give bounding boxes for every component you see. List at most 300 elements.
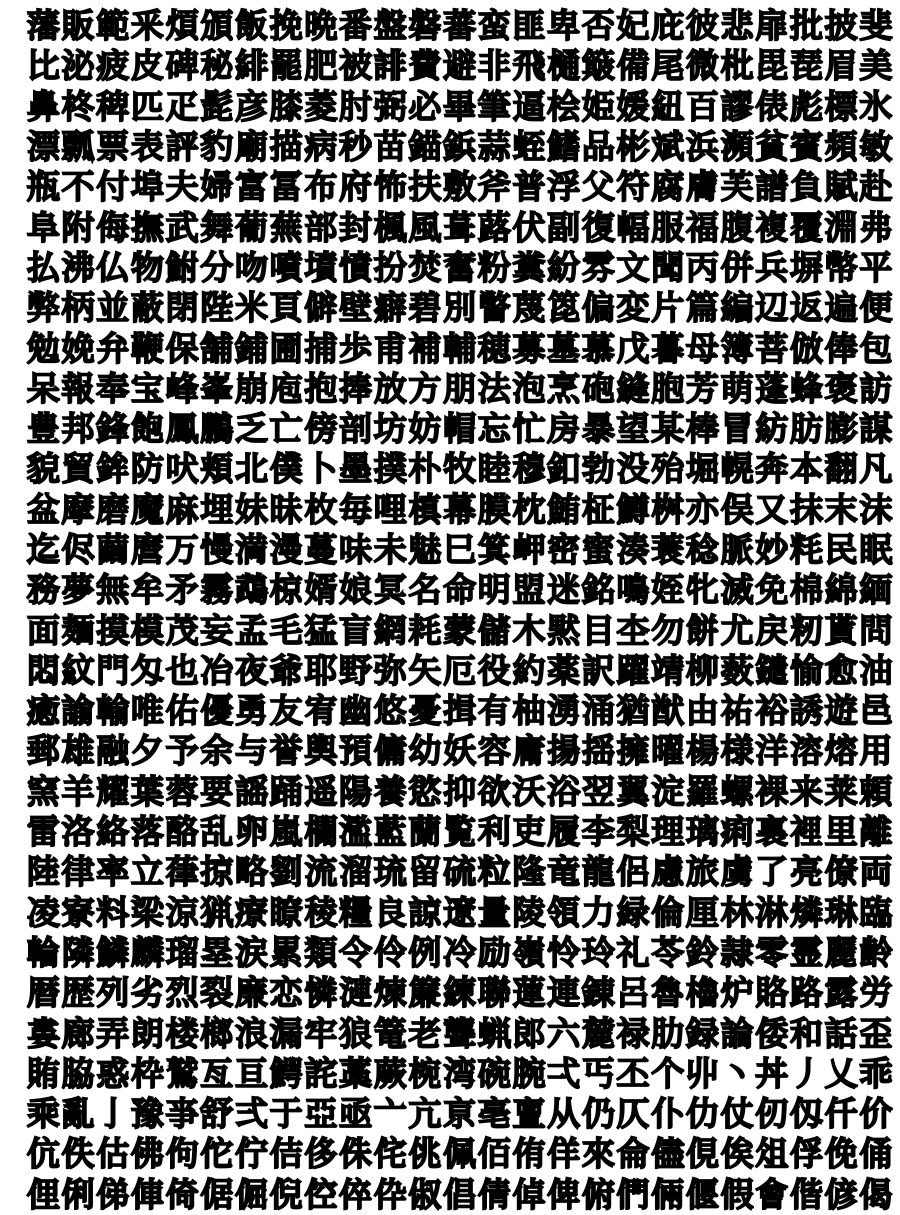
glyph: 豫 [130, 1094, 164, 1134]
glyph: 輔 [443, 328, 477, 368]
glyph: 膝 [269, 86, 303, 126]
glyph: 斌 [651, 127, 685, 167]
glyph: 理 [651, 812, 685, 852]
glyph: 鰭 [547, 127, 581, 167]
glyph: 藁 [339, 1053, 373, 1093]
glyph: 亦 [685, 489, 719, 529]
glyph: 預 [339, 731, 373, 771]
glyph: 猶 [616, 691, 650, 731]
glyph: 兵 [755, 247, 789, 287]
glyph: 無 [96, 570, 130, 610]
glyph: 量 [477, 892, 511, 932]
glyph: 雰 [581, 247, 615, 287]
glyph: 淵 [824, 207, 858, 247]
glyph: 氷 [859, 86, 893, 126]
glyph: 布 [304, 167, 338, 207]
glyph: 鰐 [269, 1053, 303, 1093]
glyph: 耗 [408, 610, 442, 650]
glyph: 和 [789, 1013, 823, 1053]
glyph: 諒 [408, 892, 442, 932]
glyph: 幼 [408, 731, 442, 771]
glyph: 毘 [755, 46, 789, 86]
glyph: 盤 [373, 6, 407, 46]
glyph: 亊 [165, 1094, 199, 1134]
glyph: 平 [859, 247, 893, 287]
glyph: 昧 [269, 489, 303, 529]
glyph: 礼 [616, 932, 650, 972]
glyph: 某 [651, 409, 685, 449]
glyph: 蔑 [512, 288, 546, 328]
glyph: 圃 [269, 328, 303, 368]
glyph: 勉 [26, 328, 60, 368]
glyph: 陽 [339, 771, 373, 811]
glyph: 妙 [755, 530, 789, 569]
glyph: 約 [512, 650, 546, 690]
glyph: 赴 [859, 167, 893, 207]
glyph: 菩 [755, 328, 789, 368]
glyph: 陸 [26, 852, 60, 892]
glyph: 頁 [269, 288, 303, 328]
glyph: 枕 [512, 489, 546, 529]
glyph: 眠 [859, 530, 893, 569]
glyph: 丶 [720, 1053, 754, 1093]
glyph: 呂 [616, 973, 650, 1013]
glyph: 椋 [269, 570, 303, 610]
glyph: 俛 [824, 1134, 858, 1174]
glyph: 鮪 [547, 489, 581, 529]
glyph: 俣 [720, 489, 754, 529]
glyph: 呆 [26, 368, 60, 408]
glyph: 坊 [373, 409, 407, 449]
glyph: 聞 [651, 247, 685, 287]
glyph: 浜 [685, 127, 719, 167]
glyph: 報 [61, 368, 95, 408]
glyph: 彦 [234, 86, 268, 126]
glyph: 涙 [234, 932, 268, 972]
glyph: 便 [859, 288, 893, 328]
glyph: 蕗 [477, 207, 511, 247]
glyph: 齢 [859, 932, 893, 972]
glyph: 鋒 [96, 409, 130, 449]
glyph: 焚 [408, 247, 442, 287]
glyph: 翌 [581, 771, 615, 811]
glyph: 福 [685, 207, 719, 247]
glyph: 玲 [581, 932, 615, 972]
glyph: 予 [165, 731, 199, 771]
glyph: 牧 [443, 449, 477, 489]
glyph: 芙 [720, 167, 754, 207]
glyph: 墨 [339, 449, 373, 489]
glyph: 胞 [651, 368, 685, 408]
glyph: 蜂 [789, 368, 823, 408]
glyph: 疲 [96, 46, 130, 86]
glyph: 謡 [234, 771, 268, 811]
glyph: 侈 [304, 1134, 338, 1174]
glyph: 六 [547, 1013, 581, 1053]
glyph: 冷 [443, 932, 477, 972]
glyph: 賂 [755, 973, 789, 1013]
glyph: 与 [234, 731, 268, 771]
glyph: 又 [755, 489, 789, 529]
glyph: 方 [408, 368, 442, 408]
glyph: 飽 [130, 409, 164, 449]
glyph: 僻 [304, 288, 338, 328]
glyph: 魔 [130, 489, 164, 529]
glyph: 埋 [200, 489, 234, 529]
glyph: 葉 [130, 771, 164, 811]
glyph: 湧 [547, 691, 581, 731]
glyph: 文 [616, 247, 650, 287]
glyph: 彼 [685, 6, 719, 46]
glyph: 眉 [824, 46, 858, 86]
glyph: 賦 [824, 167, 858, 207]
glyph: 壁 [339, 288, 373, 328]
glyph: 峰 [165, 368, 199, 408]
glyph: 皮 [130, 46, 164, 86]
glyph: 表 [130, 127, 164, 167]
glyph: 鱒 [616, 489, 650, 529]
glyph: 零 [755, 932, 789, 972]
glyph: 陵 [512, 892, 546, 932]
glyph-row [26, 288, 900, 328]
glyph: 釆 [130, 6, 164, 46]
glyph: 脇 [61, 1053, 95, 1093]
glyph: 耀 [96, 771, 130, 811]
glyph: 貰 [824, 610, 858, 650]
glyph: 裸 [755, 771, 789, 811]
glyph: 莱 [824, 771, 858, 811]
glyph: 俯 [581, 1174, 615, 1214]
glyph: 紐 [651, 86, 685, 126]
glyph: 容 [477, 731, 511, 771]
glyph: 憂 [408, 691, 442, 731]
glyph: 硫 [443, 852, 477, 892]
glyph: 舒 [200, 1094, 234, 1134]
glyph: 輸 [96, 691, 130, 731]
glyph: 僕 [269, 449, 303, 489]
glyph: 廊 [61, 1013, 95, 1053]
glyph: 釦 [547, 449, 581, 489]
glyph: 必 [408, 86, 442, 126]
glyph: 仍 [581, 1094, 615, 1134]
glyph: 烹 [547, 368, 581, 408]
glyph: 用 [859, 731, 893, 771]
glyph: 遥 [304, 771, 338, 811]
glyph: 苗 [373, 127, 407, 167]
glyph: 煩 [165, 6, 199, 46]
glyph: 覆 [789, 207, 823, 247]
glyph: 繭 [96, 530, 130, 569]
glyph: 俐 [61, 1174, 95, 1214]
glyph: 放 [373, 368, 407, 408]
glyph: 茂 [165, 610, 199, 650]
glyph: 防 [130, 449, 164, 489]
glyph: 愈 [824, 650, 858, 690]
glyph: 丿 [789, 1053, 823, 1093]
glyph: 葡 [234, 207, 268, 247]
glyph: 聯 [477, 973, 511, 1013]
glyph: 蛮 [477, 6, 511, 46]
glyph: 乂 [824, 1053, 858, 1093]
glyph: 侑 [512, 1134, 546, 1174]
glyph: 沸 [61, 247, 95, 287]
glyph: 風 [408, 207, 442, 247]
glyph: 亂 [61, 1094, 95, 1134]
glyph: 副 [547, 207, 581, 247]
glyph: 傭 [373, 731, 407, 771]
glyph: 朗 [130, 1013, 164, 1053]
glyph: 佻 [408, 1134, 442, 1174]
glyph: 邑 [859, 691, 893, 731]
glyph: 頼 [859, 771, 893, 811]
glyph: 倅 [339, 1174, 373, 1214]
glyph: 噴 [269, 247, 303, 287]
glyph: 謬 [720, 86, 754, 126]
glyph: 侖 [616, 1134, 650, 1174]
glyph: 厄 [443, 650, 477, 690]
glyph: 苓 [651, 932, 685, 972]
glyph: 瓢 [61, 127, 95, 167]
glyph: 掠 [200, 852, 234, 892]
glyph: 靖 [651, 650, 685, 690]
glyph: 龍 [581, 852, 615, 892]
glyph: 慾 [408, 771, 442, 811]
glyph: 桝 [651, 489, 685, 529]
glyph: 粍 [789, 530, 823, 569]
glyph: 歴 [61, 973, 95, 1013]
glyph: 亮 [789, 852, 823, 892]
glyph: 槙 [408, 489, 442, 529]
glyph: 令 [339, 932, 373, 972]
glyph: 綿 [824, 570, 858, 610]
glyph: 蛭 [512, 127, 546, 167]
glyph: 瓶 [26, 167, 60, 207]
glyph: 伶 [373, 932, 407, 972]
glyph: 俸 [824, 328, 858, 368]
glyph: 編 [720, 288, 754, 328]
glyph: 楊 [685, 731, 719, 771]
glyph: 枇 [720, 46, 754, 86]
glyph: 秒 [339, 127, 373, 167]
glyph: 余 [200, 731, 234, 771]
glyph: 侭 [61, 530, 95, 569]
glyph-row [26, 1054, 900, 1094]
glyph: 婿 [304, 570, 338, 610]
glyph: 北 [234, 449, 268, 489]
glyph: 匁 [130, 650, 164, 690]
glyph: 熔 [824, 731, 858, 771]
glyph: 丕 [616, 1053, 650, 1093]
glyph: 絡 [96, 812, 130, 852]
glyph: 麓 [581, 1013, 615, 1053]
glyph: 扶 [408, 167, 442, 207]
glyph: 被 [339, 46, 373, 86]
glyph: 偕 [789, 1174, 823, 1214]
glyph: 補 [408, 328, 442, 368]
glyph: 鉾 [96, 449, 130, 489]
glyph: 斐 [859, 6, 893, 46]
glyph: 弥 [373, 650, 407, 690]
glyph: 迄 [26, 530, 60, 569]
glyph: 岬 [512, 530, 546, 569]
glyph: 両 [859, 852, 893, 892]
glyph: 涼 [165, 892, 199, 932]
glyph: 偐 [824, 1174, 858, 1214]
glyph: 佗 [200, 1134, 234, 1174]
glyph: 野 [339, 650, 373, 690]
glyph: 嵐 [269, 812, 303, 852]
glyph: 頻 [824, 127, 858, 167]
glyph: 芳 [685, 368, 719, 408]
glyph: 陛 [200, 288, 234, 328]
glyph: 錬 [581, 973, 615, 1013]
glyph: 肘 [339, 86, 373, 126]
glyph-row [26, 1013, 900, 1053]
glyph: 桧 [547, 86, 581, 126]
glyph: 逼 [512, 86, 546, 126]
glyph: 評 [165, 127, 199, 167]
glyph: 命 [443, 570, 477, 610]
glyph: 泡 [512, 368, 546, 408]
glyph: 翻 [824, 449, 858, 489]
glyph: 揚 [547, 731, 581, 771]
glyph: 符 [616, 167, 650, 207]
glyph: 蓑 [651, 530, 685, 569]
glyph: 養 [373, 771, 407, 811]
glyph: 寮 [61, 892, 95, 932]
glyph: 沃 [512, 771, 546, 811]
glyph: 俔 [685, 1134, 719, 1174]
glyph: 裏 [755, 812, 789, 852]
glyph: 料 [96, 892, 130, 932]
glyph: 柾 [581, 489, 615, 529]
glyph: 鞭 [130, 328, 164, 368]
glyph: 篭 [373, 1013, 407, 1053]
glyph: 類 [304, 932, 338, 972]
glyph: 腐 [651, 167, 685, 207]
glyph: 木 [512, 610, 546, 650]
glyph: 誘 [789, 691, 823, 731]
glyph: 漏 [269, 1013, 303, 1053]
glyph: 翼 [616, 771, 650, 811]
glyph: 脈 [720, 530, 754, 569]
glyph: 抑 [443, 771, 477, 811]
glyph: 猛 [304, 610, 338, 650]
glyph: 會 [755, 1174, 789, 1214]
glyph: 侏 [339, 1134, 373, 1174]
glyph: 亙 [200, 1053, 234, 1093]
glyph: 非 [477, 46, 511, 86]
glyph: 訪 [859, 368, 893, 408]
glyph: 擁 [616, 731, 650, 771]
glyph: 椀 [408, 1053, 442, 1093]
glyph: 怖 [373, 167, 407, 207]
glyph: 慕 [581, 328, 615, 368]
glyph: 琉 [373, 852, 407, 892]
glyph: 稗 [96, 86, 130, 126]
glyph: 摸 [96, 610, 130, 650]
glyph: 墳 [304, 247, 338, 287]
glyph: 標 [824, 86, 858, 126]
glyph: 敏 [859, 127, 893, 167]
glyph: 有 [477, 691, 511, 731]
glyph: 戻 [755, 610, 789, 650]
glyph-row [26, 490, 900, 530]
glyph: 淋 [755, 892, 789, 932]
glyph: 霊 [789, 932, 823, 972]
glyph: 保 [165, 328, 199, 368]
glyph: 蜜 [581, 530, 615, 569]
glyph-row [26, 691, 900, 731]
glyph: 劣 [130, 973, 164, 1013]
glyph: 歪 [859, 1013, 893, 1053]
glyph: 万 [165, 530, 199, 569]
glyph: 譜 [755, 167, 789, 207]
glyph: 不 [61, 167, 95, 207]
glyph: 蝋 [477, 1013, 511, 1053]
glyph: 詫 [304, 1053, 338, 1093]
glyph: 佩 [443, 1134, 477, 1174]
glyph: 堀 [685, 449, 719, 489]
glyph: 侮 [96, 207, 130, 247]
glyph: 覧 [443, 812, 477, 852]
glyph: 弗 [859, 207, 893, 247]
glyph: 銘 [581, 570, 615, 610]
glyph: 聾 [443, 1013, 477, 1053]
glyph: 披 [824, 6, 858, 46]
glyph: 庖 [269, 368, 303, 408]
glyph: 誉 [269, 731, 303, 771]
glyph: 滅 [720, 570, 754, 610]
glyph: 旅 [685, 852, 719, 892]
glyph: 臨 [859, 892, 893, 932]
glyph: 仟 [824, 1094, 858, 1134]
glyph: 俾 [547, 1174, 581, 1214]
glyph: 洛 [61, 812, 95, 852]
glyph: 冥 [373, 570, 407, 610]
glyph: 亞 [304, 1094, 338, 1134]
glyph: 裂 [200, 973, 234, 1013]
glyph: 練 [443, 973, 477, 1013]
glyph: 唯 [130, 691, 164, 731]
glyph: 緬 [859, 570, 893, 610]
glyph: 磐 [408, 6, 442, 46]
glyph: 娘 [339, 570, 373, 610]
glyph: 包 [859, 328, 893, 368]
glyph: 隆 [512, 852, 546, 892]
glyph: 糧 [339, 892, 373, 932]
glyph: 描 [269, 127, 303, 167]
glyph: 邦 [61, 409, 95, 449]
glyph: 勃 [581, 449, 615, 489]
glyph: 梁 [130, 892, 164, 932]
glyph: 于 [269, 1094, 303, 1134]
glyph: 離 [859, 812, 893, 852]
glyph: 蒜 [477, 127, 511, 167]
glyph-row [26, 1134, 900, 1174]
glyph: 欲 [477, 771, 511, 811]
glyph: 魅 [408, 530, 442, 569]
glyph: 誹 [373, 46, 407, 86]
glyph: 倥 [304, 1174, 338, 1214]
glyph: 油 [859, 650, 893, 690]
glyph: 分 [200, 247, 234, 287]
glyph: 麻 [165, 489, 199, 529]
glyph: 鋲 [443, 127, 477, 167]
glyph: 扉 [755, 6, 789, 46]
glyph: 門 [96, 650, 130, 690]
glyph: 摩 [61, 489, 95, 529]
